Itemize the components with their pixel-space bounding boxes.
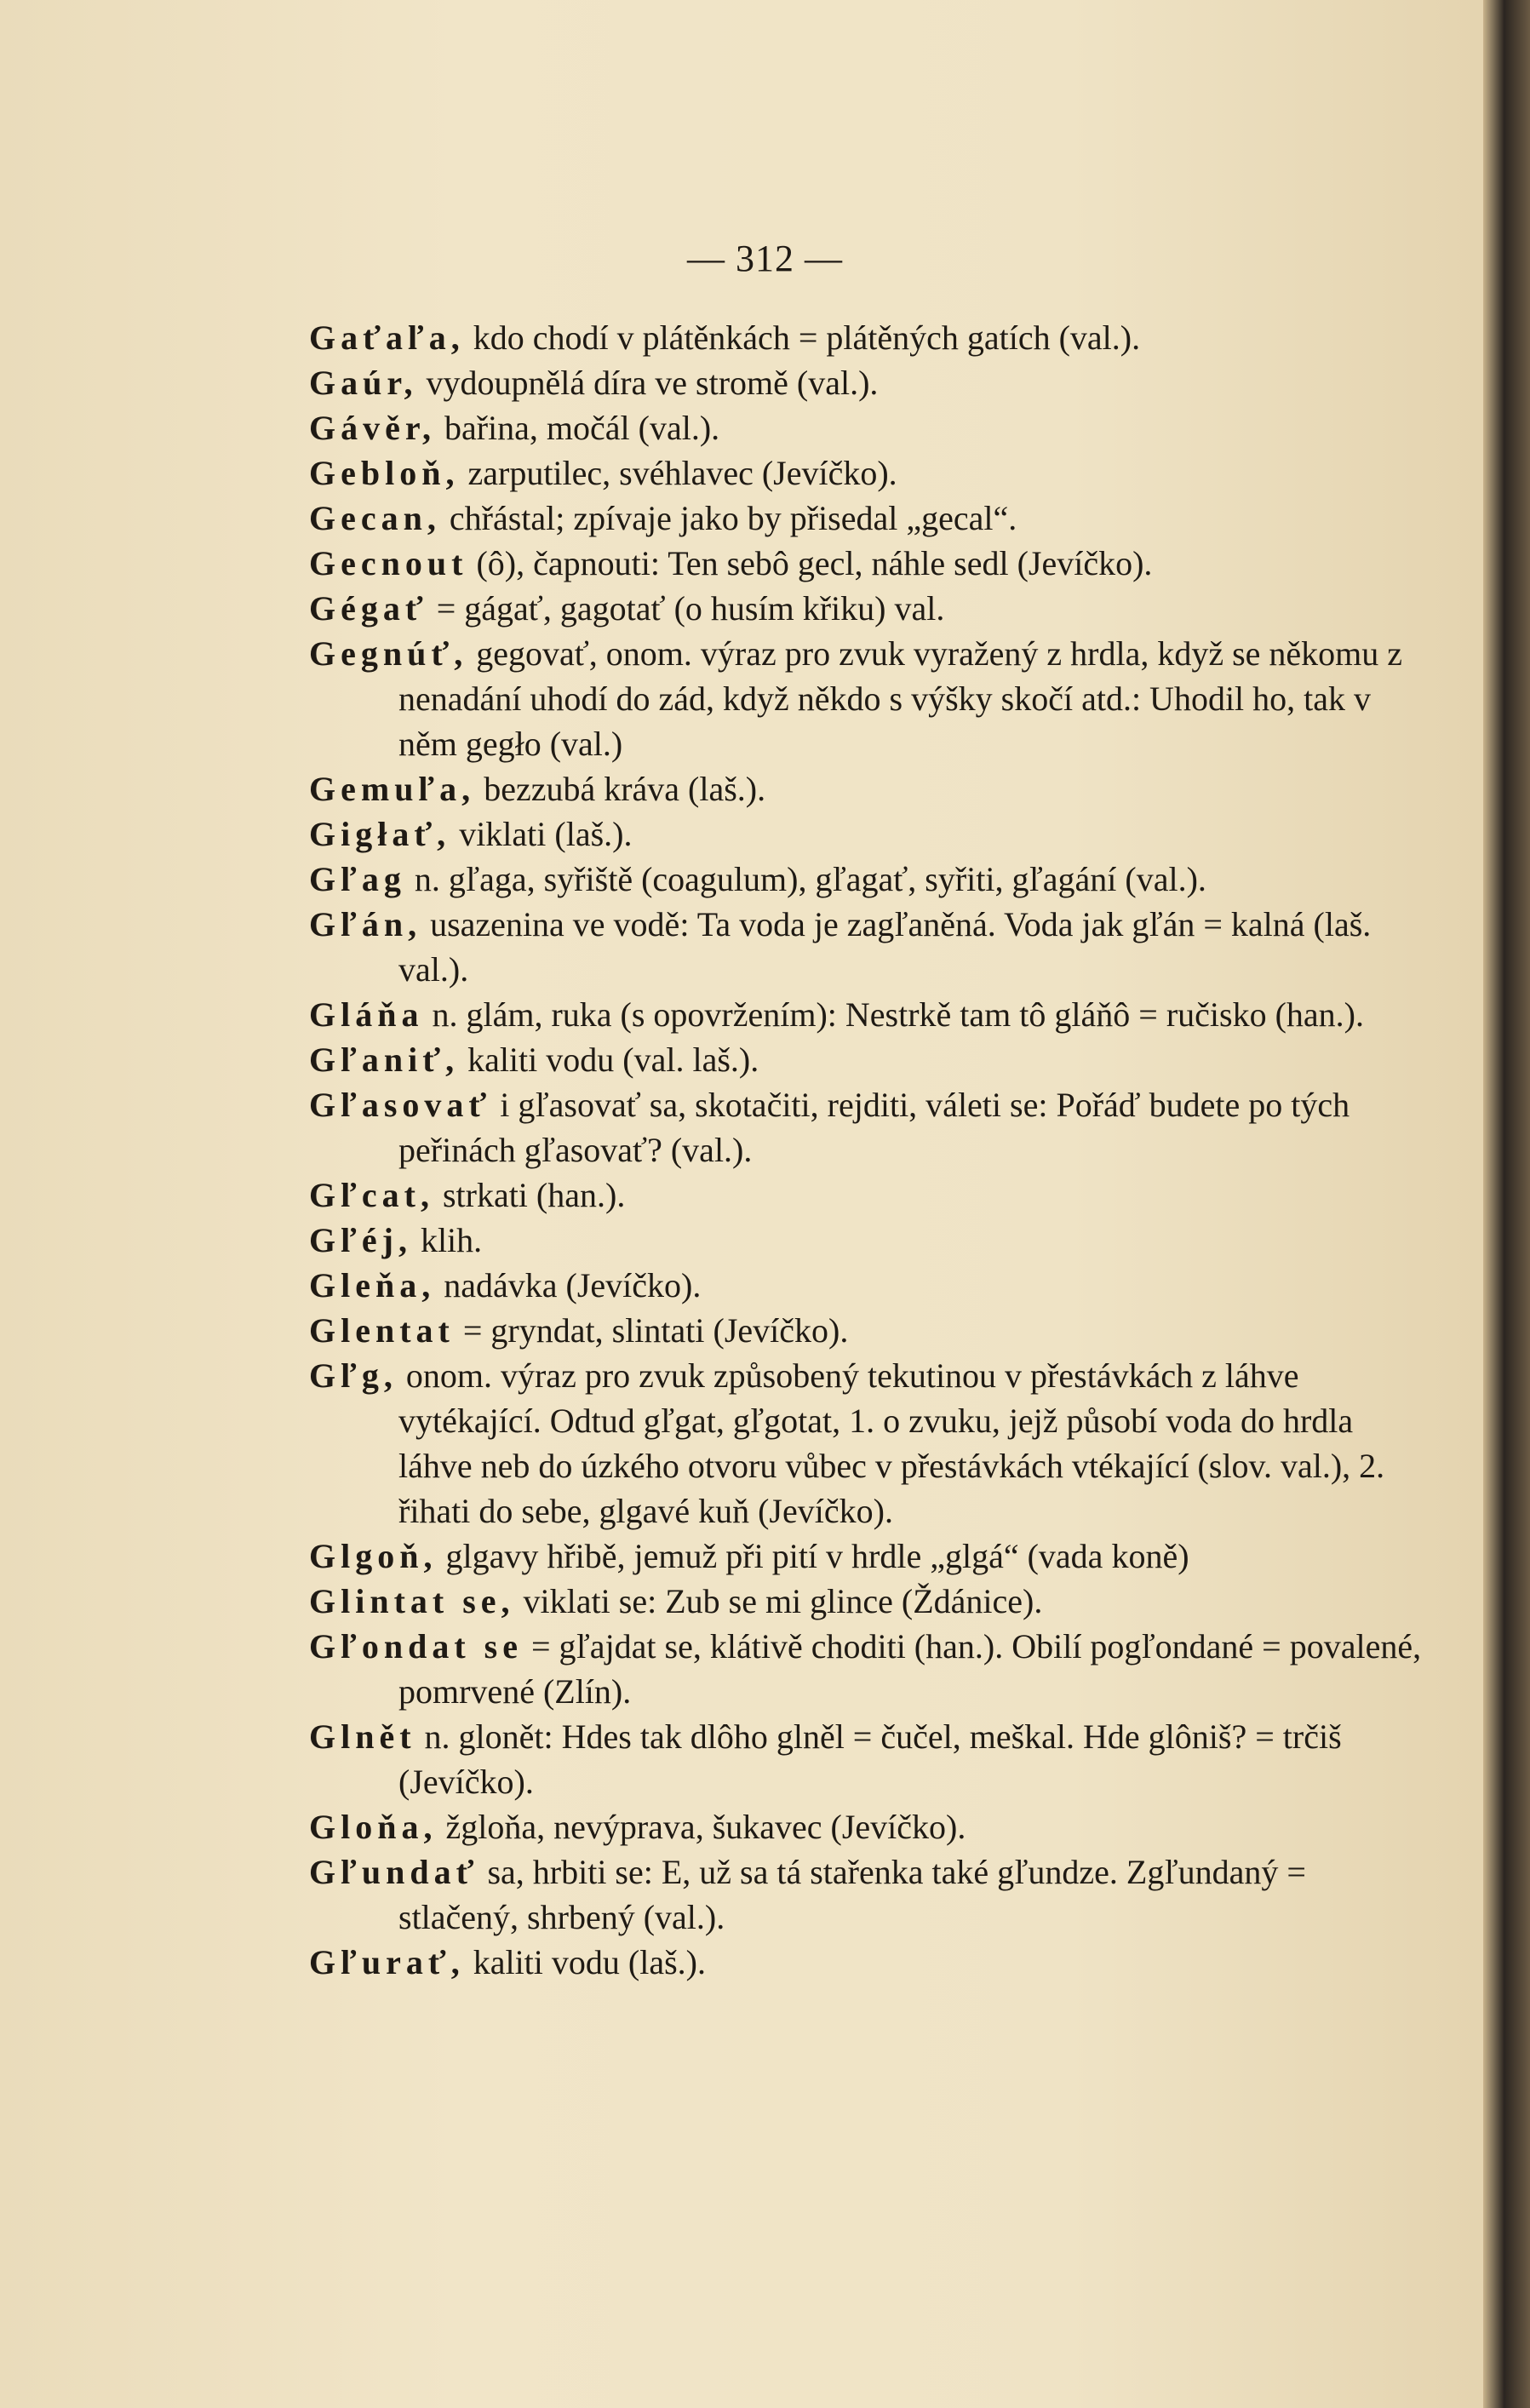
headword: Gecan,: [309, 499, 441, 537]
entry: [309, 1940, 1433, 1985]
entry: [309, 1218, 1433, 1263]
entry: [309, 1172, 1433, 1218]
entry: [309, 992, 1433, 1037]
headword: Gľcat,: [309, 1176, 434, 1214]
entry: [309, 811, 1433, 857]
definition: n. glonět: Hdes tak dlôho glněl = čučel, meškal. Hde glôniš? = trčiš (Jevíčko).: [398, 1717, 1342, 1801]
definition: viklati (laš.).: [450, 815, 633, 853]
definition: = gľajdat se, klátivě choditi (han.). Obilí pogľondané = povalené, pomrvené (Zlín).: [398, 1627, 1422, 1711]
entry: [309, 1849, 1433, 1940]
entry: [309, 1082, 1433, 1172]
headword: Gľasovať: [309, 1086, 492, 1124]
entry: [309, 902, 1433, 992]
definition: = gágať, gagotať (o husím křiku) val.: [427, 589, 945, 628]
definition: n. gľaga, syřiště (coagulum), gľagať, syřiti, gľagání (val.).: [405, 860, 1206, 898]
entry: [309, 405, 1433, 450]
headword: Gľondat se: [309, 1627, 523, 1666]
headword: Gľg,: [309, 1356, 398, 1395]
definition: kaliti vodu (laš.).: [464, 1943, 706, 1981]
entry: [309, 1624, 1433, 1714]
definition: sa, hrbiti se: E, už sa tá stařenka také gľundze. Zgľundaný = stlačený, shrbený (val.).: [398, 1853, 1306, 1936]
headword: Gégať: [309, 589, 428, 628]
headword: Gigłať,: [309, 815, 451, 853]
definition: zarputilec, svéhlavec (Jevíčko).: [459, 454, 897, 492]
entry: [309, 450, 1433, 496]
page-number: — 312 —: [687, 238, 843, 279]
entry: [309, 1263, 1433, 1308]
headword: Gľaniť,: [309, 1041, 460, 1079]
headword: Glentat: [309, 1311, 455, 1350]
entry: [309, 1579, 1433, 1624]
headword: Glnět: [309, 1717, 416, 1756]
definition: vydoupnělá díra ve stromě (val.).: [417, 364, 879, 402]
entry: [309, 1308, 1433, 1353]
entry: [309, 1534, 1433, 1579]
entry: [309, 315, 1433, 360]
headword: Gecnout: [309, 544, 468, 582]
definition: n. glám, ruka (s opovržením): Nestrkě tam tô gláňô = ručisko (han.).: [423, 995, 1364, 1034]
definition: chřástal; zpívaje jako by přisedal „gecal“.: [440, 499, 1017, 537]
definition: bezzubá kráva (laš.).: [475, 770, 766, 808]
definition: usazenina ve vodě: Ta voda je zagľaněná. Voda jak gľán = kalná (laš. val.).: [398, 905, 1372, 989]
definition: glgavy hřibě, jemuž při pití v hrdle „glgá“ (vada koně): [437, 1537, 1189, 1575]
entry: [309, 631, 1433, 766]
definition: klih.: [411, 1221, 483, 1259]
headword: Glintat se,: [309, 1582, 515, 1620]
entry: [309, 496, 1433, 541]
entry: [309, 586, 1433, 631]
headword: Gaťaľa,: [309, 318, 465, 357]
headword: Gebloň,: [309, 454, 460, 492]
headword: Gávěr,: [309, 409, 436, 447]
definition: strkati (han.).: [433, 1176, 626, 1214]
headword: Glgoň,: [309, 1537, 438, 1575]
headword: Gloňa,: [309, 1808, 438, 1846]
headword: Gaúr,: [309, 364, 418, 402]
entry: [309, 360, 1433, 405]
definition: bařina, močál (val.).: [435, 409, 720, 447]
entry: [309, 857, 1433, 902]
definition: kaliti vodu (val. laš.).: [459, 1041, 759, 1079]
definition: = gryndat, slintati (Jevíčko).: [454, 1311, 849, 1350]
definition: (ô), čapnouti: Ten sebô gecl, náhle sedl (Jevíčko).: [467, 544, 1153, 582]
definition: gegovať, onom. výraz pro zvuk vyražený z hrdla, když se někomu z nenadání uhodí do zád, když někdo s výšky skočí atd.: Uhodil ho, tak v něm gegło (val.): [398, 634, 1403, 763]
headword: Gľéj,: [309, 1221, 412, 1259]
headword: Gľurať,: [309, 1943, 465, 1981]
entry: [309, 1353, 1433, 1534]
headword: Gľán,: [309, 905, 422, 943]
headword: Gleňa,: [309, 1266, 436, 1304]
dictionary-entries: [309, 315, 1433, 1985]
definition: nadávka (Jevíčko).: [435, 1266, 702, 1304]
headword: Gľag: [309, 860, 406, 898]
entry: [309, 766, 1433, 811]
definition: žgloňa, nevýprava, šukavec (Jevíčko).: [437, 1808, 966, 1846]
headword: Gegnúť,: [309, 634, 468, 673]
definition: kdo chodí v plátěnkách = plátěných gatích (val.).: [464, 318, 1141, 357]
definition: viklati se: Zub se mi glince (Ždánice).: [514, 1582, 1043, 1620]
entry: [309, 1037, 1433, 1082]
entry: [309, 541, 1433, 586]
headword: Gemuľa,: [309, 770, 476, 808]
entry: [309, 1804, 1433, 1849]
headword: Gľundať: [309, 1853, 479, 1891]
headword: Gláňa: [309, 995, 424, 1034]
entry: [309, 1714, 1433, 1804]
definition: onom. výraz pro zvuk způsobený tekutinou v přestávkách z láhve vytékající. Odtud gľgat, gľgotat, 1. o zvuku, jejž působí voda do hrdla láhve neb do úzkého otvoru vůbec v přestávkách vtékající (slov. val.), 2. řihati do sebe, glgavé kuň (Jevíčko).: [397, 1356, 1385, 1530]
book-spine-edge: [1483, 0, 1530, 2408]
definition: i gľasovať sa, skotačiti, rejditi, váleti se: Pořáď budete po tých peřinách gľasovať? (val.).: [398, 1086, 1350, 1169]
